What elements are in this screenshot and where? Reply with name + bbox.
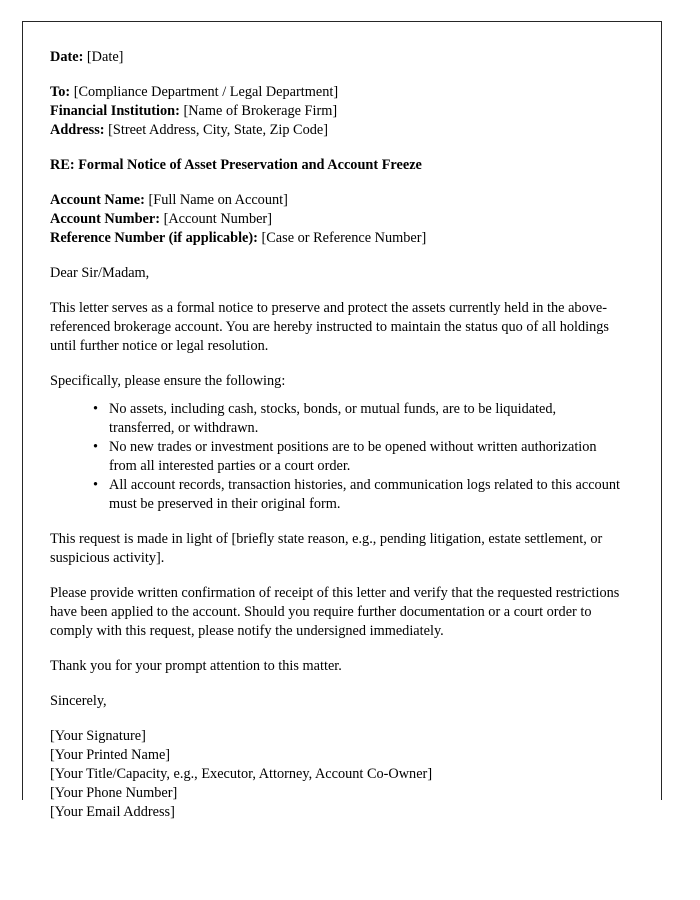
account-value-reference: [Case or Reference Number] [261,230,427,246]
list-item [93,400,625,438]
recipient-line-institution [50,102,625,121]
account-line-name [50,191,625,210]
email-address-line: [Your Email Address] [50,804,175,820]
account-value-name: [Full Name on Account] [148,192,288,208]
salutation: Dear Sir/Madam, [50,265,150,281]
closing: Sincerely, [50,693,107,709]
printed-name-line: [Your Printed Name] [50,747,171,763]
account-label-number: Account Number: [50,211,160,227]
list-lead-in: Specifically, please ensure the following: [50,373,286,389]
title-capacity-line: [Your Title/Capacity, e.g., Executor, Attorney, Account Co-Owner] [50,766,433,782]
recipient-label-to: To: [50,84,71,100]
bullet-icon: • [93,439,99,455]
list-item [93,438,625,476]
thanks-paragraph: Thank you for your prompt attention to this matter. [50,658,342,674]
body-paragraph-1: This letter serves as a formal notice to preserve and protect the assets currently held in the above-referenced brokerage account. You are hereby instructed to maintain the status quo of all holdings until further notice or legal resolution. [50,300,609,354]
recipient-value-institution: [Name of Brokerage Firm] [183,103,338,119]
date-label: Date: [50,49,84,65]
recipient-line-to [50,83,625,102]
date-block [50,48,625,67]
bullet-icon: • [93,477,99,493]
account-value-number: [Account Number] [163,211,272,227]
recipient-label-address: Address: [50,122,105,138]
list-item-text: No assets, including cash, stocks, bonds, or mutual funds, are to be liquidated, transferred, or withdrawn. [109,401,557,436]
account-label-reference: Reference Number (if applicable): [50,230,258,246]
instructions-list [50,400,625,514]
recipient-value-to: [Compliance Department / Legal Department] [73,84,339,100]
recipient-line-address [50,121,625,140]
signature-block [50,727,625,822]
list-item [93,476,625,514]
date-value: [Date] [86,49,124,65]
body-paragraph-3: Please provide written confirmation of receipt of this letter and verify that the requested restrictions have been applied to the account. Should you require further documentation or a court order to comply with this request, please notify the undersigned immediately. [50,585,620,639]
account-label-name: Account Name: [50,192,145,208]
account-line-reference [50,229,625,248]
bullet-icon: • [93,401,99,417]
letter-content [23,22,661,822]
letter-page-frame [22,21,662,820]
phone-number-line: [Your Phone Number] [50,785,178,801]
signature-line: [Your Signature] [50,728,146,744]
recipient-label-institution: Financial Institution: [50,103,180,119]
body-paragraph-2: This request is made in light of [briefly state reason, e.g., pending litigation, estate settlement, or suspicious activity]. [50,531,603,566]
account-details-block [50,191,625,248]
account-line-number [50,210,625,229]
list-item-text: No new trades or investment positions are to be opened without written authorization from all interested parties or a court order. [109,439,597,474]
list-item-text: All account records, transaction histories, and communication logs related to this account must be preserved in their original form. [109,477,620,512]
subject-line: RE: Formal Notice of Asset Preservation and Account Freeze [50,157,422,173]
recipient-block [50,83,625,140]
recipient-value-address: [Street Address, City, State, Zip Code] [108,122,328,138]
